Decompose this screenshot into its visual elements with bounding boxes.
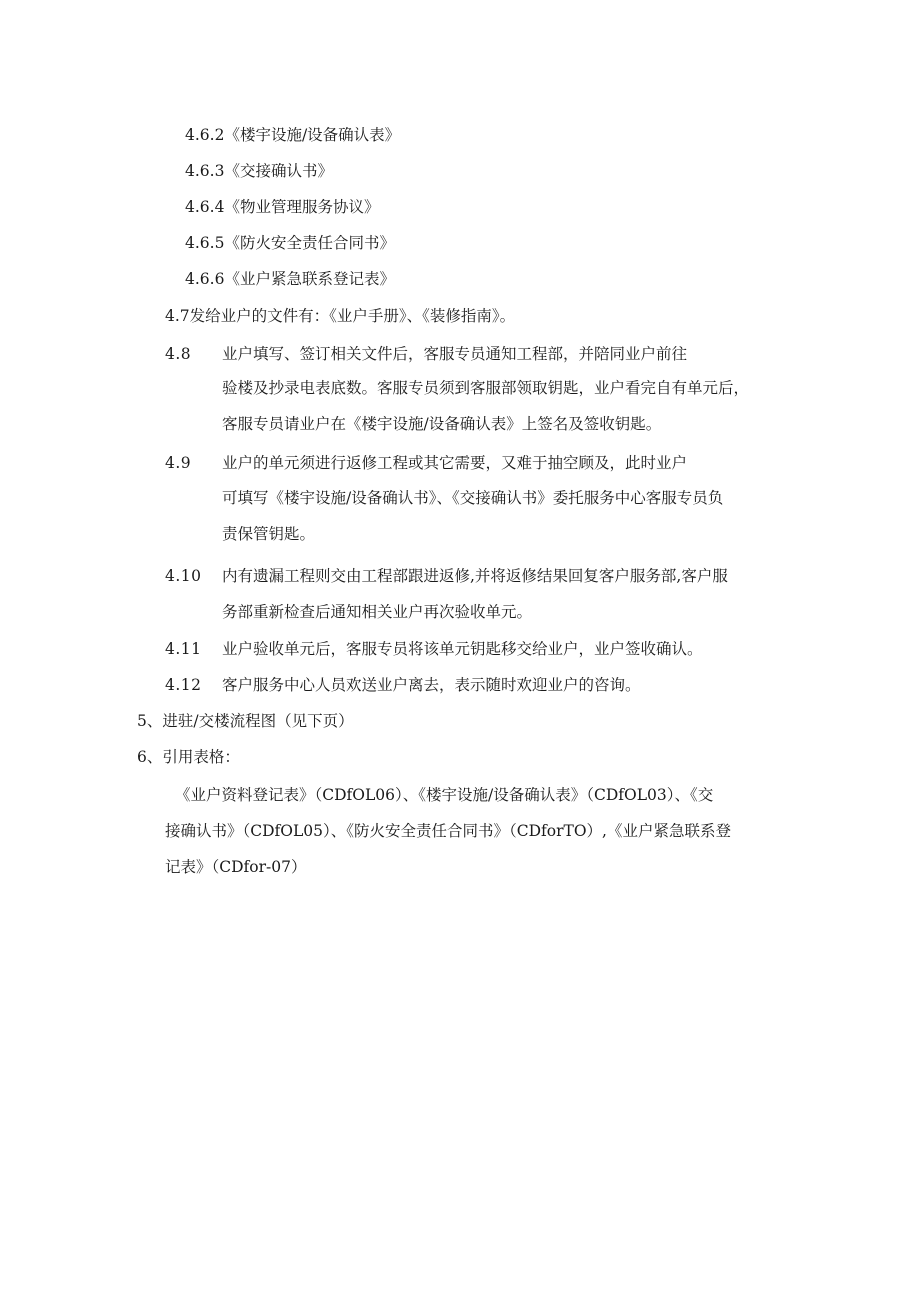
item-4-8-number: 4.8 [165,345,192,363]
section-6-heading: 6、引用表格： [137,748,240,766]
item-4-6-6: 4.6.6《业户紧急联系登记表》 [185,270,395,288]
forms-line-3: 记表》（CDfor-07） [165,858,307,876]
item-4-6-3: 4.6.3《交接确认书》 [185,162,333,180]
item-4-12-number: 4.12 [165,676,202,694]
item-4-12-text: 客户服务中心人员欢送业户离去，表示随时欢迎业户的咨询。 [222,676,641,694]
section-5-heading: 5、进驻/交楼流程图（见下页） [137,712,354,730]
item-4-6-5: 4.6.5《防火安全责任合同书》 [185,234,395,252]
item-4-8-line-1: 业户填写、签订相关文件后，客服专员通知工程部，并陪同业户前往 [222,345,688,363]
forms-line-2: 接确认书》（CDfOL05）、《防火安全责任合同书》（CDforTO）,《业户紧急联系登 [165,822,731,840]
item-4-11-text: 业户验收单元后，客服专员将该单元钥匙移交给业户，业户签收确认。 [222,640,703,658]
item-4-7: 4.7发给业户的文件有：《业户手册》、《装修指南》。 [165,307,516,325]
item-4-6-4: 4.6.4《物业管理服务协议》 [185,198,380,216]
forms-line-1: 《业户资料登记表》（CDfOL06）、《楼宇设施/设备确认表》（CDfOL03）、《交 [175,786,714,804]
item-4-8-line-3: 客服专员请业户在《楼宇设施/设备确认表》上签名及签收钥匙。 [222,415,662,433]
item-4-10-number: 4.10 [165,567,202,585]
item-4-8-line-2: 验楼及抄录电表底数。客服专员须到客服部领取钥匙，业户看完自有单元后， [222,379,750,397]
item-4-9-line-1: 业户的单元须进行返修工程或其它需要，又难于抽空顾及，此时业户 [222,454,688,472]
item-4-9-line-3: 责保管钥匙。 [222,525,316,543]
item-4-10-line-1: 内有遗漏工程则交由工程部跟进返修,并将返修结果回复客户服务部,客户服 [222,567,728,585]
item-4-11-number: 4.11 [165,640,202,658]
item-4-9-number: 4.9 [165,454,192,472]
item-4-9-line-2: 可填写《楼宇设施/设备确认书》、《交接确认书》委托服务中心客服专员负 [222,489,724,507]
item-4-10-line-2: 务部重新检查后通知相关业户再次验收单元。 [222,603,533,621]
item-4-6-2: 4.6.2《楼宇设施/设备确认表》 [185,126,401,144]
